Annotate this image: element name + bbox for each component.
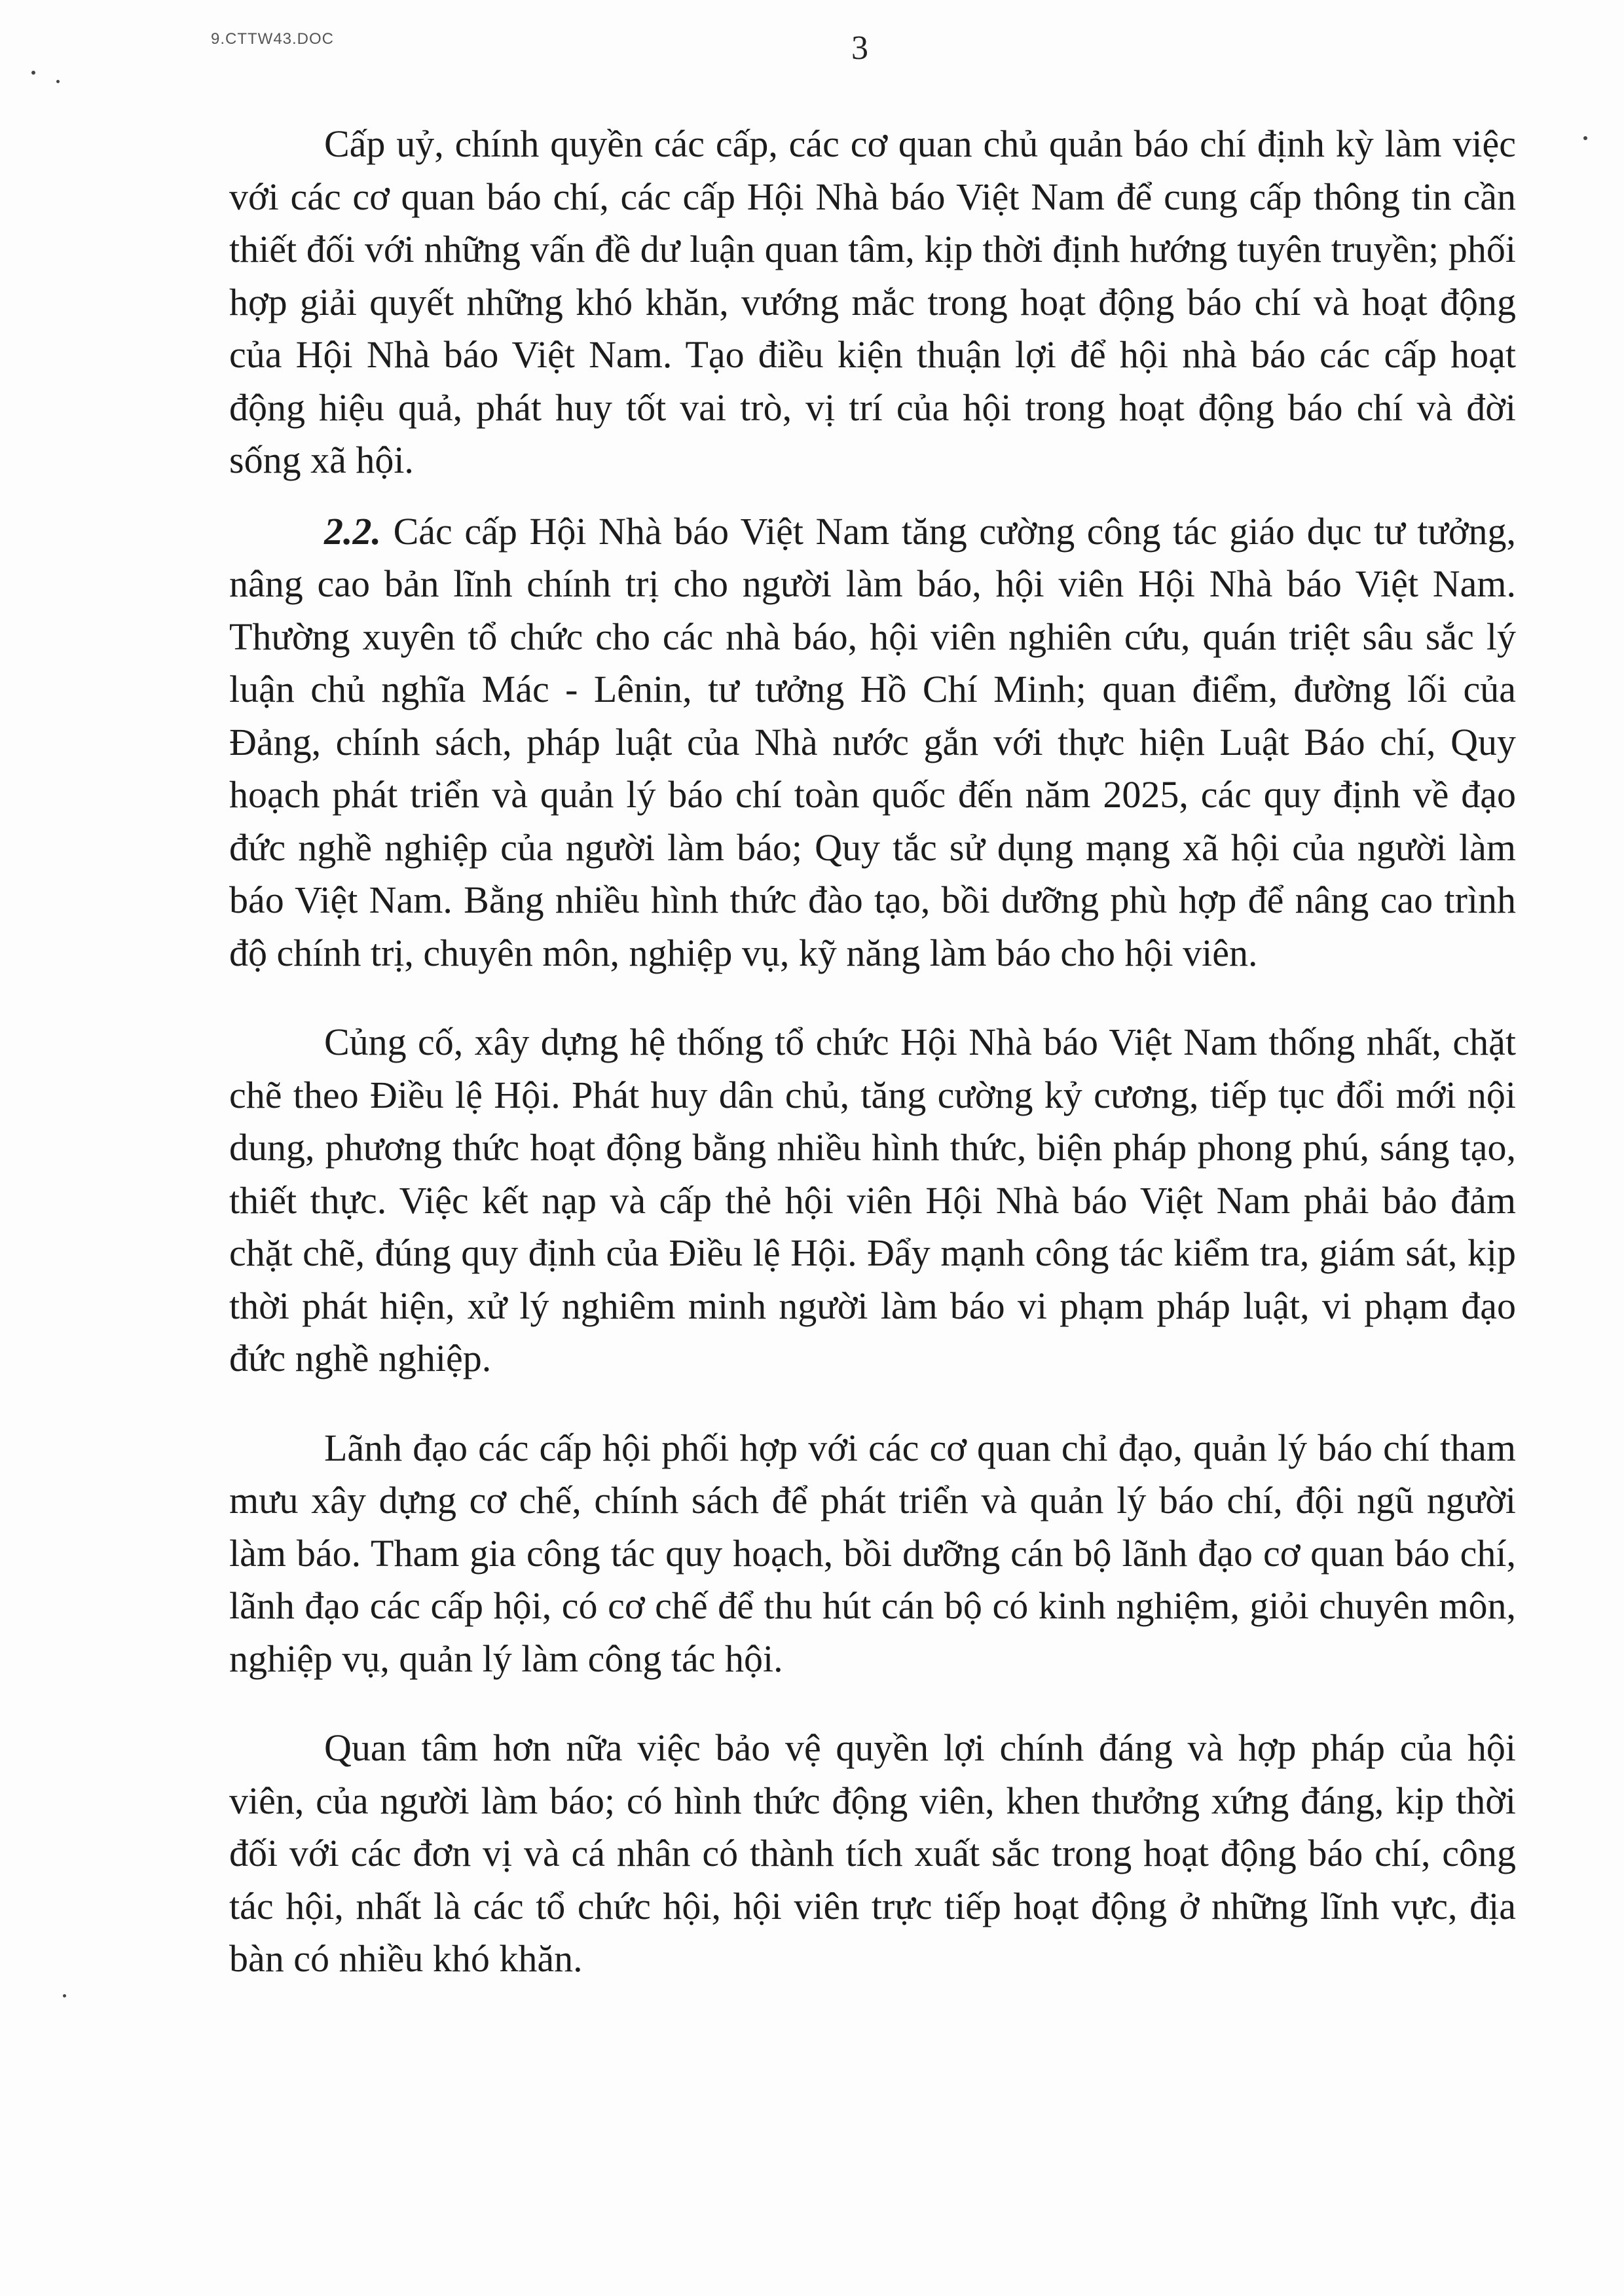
section-number: 2.2. [324,509,381,553]
paragraph-text: Lãnh đạo các cấp hội phối hợp với các cơ quan chỉ đạo, quản lý báo chí tham mưu xây dựng cơ chế, chính sách để phát triển và quản lý báo chí, đội ngũ người làm báo. Tham gia công tác quy hoạch, bồi dưỡng cán bộ lãnh đạo cơ quan báo chí, lãnh đạo các cấp hội, có cơ chế để thu hút cán bộ có kinh nghiệm, giỏi chuyên môn, nghiệp vụ, quản lý làm công tác hội. [229,1426,1516,1680]
paragraph-text: Cấp uỷ, chính quyền các cấp, các cơ quan chủ quản báo chí định kỳ làm việc với các cơ quan báo chí, các cấp Hội Nhà báo Việt Nam để cung cấp thông tin cần thiết đối với những vấn đề dư luận quan tâm, kịp thời định hướng tuyên truyền; phối hợp giải quyết những khó khăn, vướng mắc trong hoạt động báo chí và hoạt động của Hội Nhà báo Việt Nam. Tạo điều kiện thuận lợi để hội nhà báo các cấp hoạt động hiệu quả, phát huy tốt vai trò, vị trí của hội trong hoạt động báo chí và đời sống xã hội. [229,122,1516,481]
scan-speck [63,1994,66,1997]
document-body [229,118,1516,1986]
file-label: 9.CTTW43.DOC [211,30,335,48]
scan-speck [1583,136,1587,140]
paragraph [229,1422,1516,1686]
paragraph [229,505,1516,980]
paragraph [229,1016,1516,1385]
paragraph [229,118,1516,487]
scan-speck [31,71,35,75]
paragraph [229,1722,1516,1986]
scan-speck [56,80,60,83]
page-number: 3 [851,29,868,67]
paragraph-text: Các cấp Hội Nhà báo Việt Nam tăng cường công tác giáo dục tư tưởng, nâng cao bản lĩnh chính trị cho người làm báo, hội viên Hội Nhà báo Việt Nam. Thường xuyên tổ chức cho các nhà báo, hội viên nghiên cứu, quán triệt sâu sắc lý luận chủ nghĩa Mác - Lênin, tư tưởng Hồ Chí Minh; quan điểm, đường lối của Đảng, chính sách, pháp luật của Nhà nước gắn với thực hiện Luật Báo chí, Quy hoạch phát triển và quản lý báo chí toàn quốc đến năm 2025, các quy định về đạo đức nghề nghiệp của người làm báo; Quy tắc sử dụng mạng xã hội của người làm báo Việt Nam. Bằng nhiều hình thức đào tạo, bồi dưỡng phù hợp để nâng cao trình độ chính trị, chuyên môn, nghiệp vụ, kỹ năng làm báo cho hội viên. [229,509,1516,974]
paragraph-text: Quan tâm hơn nữa việc bảo vệ quyền lợi chính đáng và hợp pháp của hội viên, của người làm báo; có hình thức động viên, khen thưởng xứng đáng, kịp thời đối với các đơn vị và cá nhân có thành tích xuất sắc trong hoạt động báo chí, công tác hội, nhất là các tổ chức hội, hội viên trực tiếp hoạt động ở những lĩnh vực, địa bàn có nhiều khó khăn. [229,1726,1516,1980]
paragraph-text: Củng cố, xây dựng hệ thống tổ chức Hội Nhà báo Việt Nam thống nhất, chặt chẽ theo Điều lệ Hội. Phát huy dân chủ, tăng cường kỷ cương, tiếp tục đổi mới nội dung, phương thức hoạt động bằng nhiều hình thức, biện pháp phong phú, sáng tạo, thiết thực. Việc kết nạp và cấp thẻ hội viên Hội Nhà báo Việt Nam phải bảo đảm chặt chẽ, đúng quy định của Điều lệ Hội. Đẩy mạnh công tác kiểm tra, giám sát, kịp thời phát hiện, xử lý nghiêm minh người làm báo vi phạm pháp luật, vi phạm đạo đức nghề nghiệp. [229,1021,1516,1379]
